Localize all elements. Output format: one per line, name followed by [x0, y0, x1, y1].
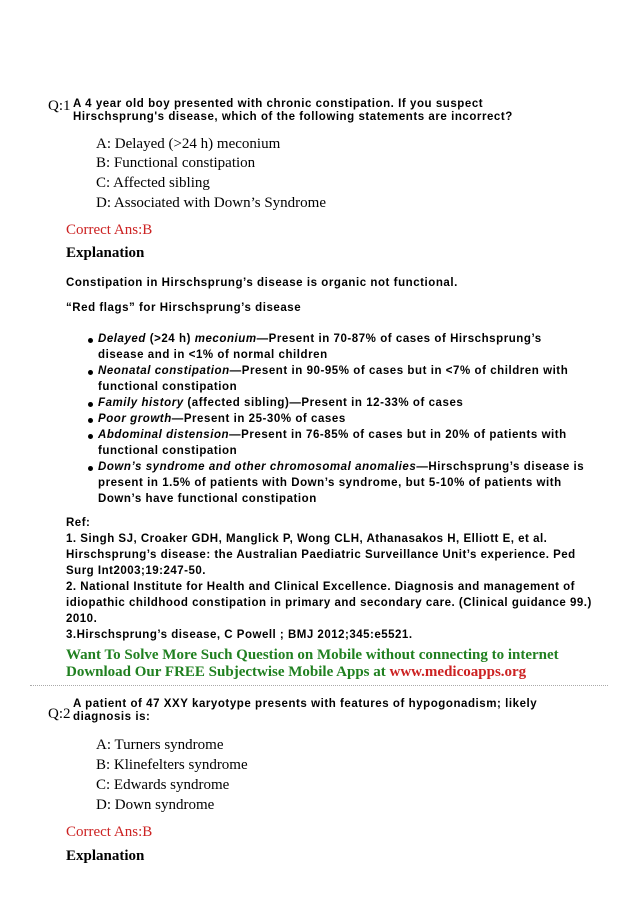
ref-line: 1. Singh SJ, Croaker GDH, Manglick P, Wong CLH, Athanasakos H, Elliott E, et al.: [66, 533, 548, 545]
promo-line2: Download Our FREE Subjectwise Mobile Apps at www.medicoapps.org: [66, 664, 527, 680]
bullet-item-6-cont2: Down’s have functional constipation: [98, 493, 317, 505]
q1-text-line2: Hirschsprung's disease, which of the following statements are incorrect?: [73, 111, 513, 123]
q2-number: Q:2: [48, 706, 71, 722]
question-divider: [30, 685, 608, 686]
q2-text-line1: A patient of 47 XXY karyotype presents with features of hypogonadism; likely: [73, 698, 538, 710]
q1-explanation-heading: Explanation: [66, 245, 145, 261]
bullet-item-6-cont: present in 1.5% of patients with Down’s syndrome, but 5-10% of patients with: [98, 477, 562, 489]
q1-explanation-para1: Constipation in Hirschsprung’s disease is organic not functional.: [66, 277, 458, 289]
bullet-item-1: Delayed (>24 h) meconium—Present in 70-87% of cases of Hirschsprung’s: [98, 333, 542, 345]
ref-line: 2010.: [66, 613, 98, 625]
q1-option-c[interactable]: C: Affected sibling: [96, 175, 210, 191]
bullet-dot: [88, 402, 93, 407]
bullet-dot: [88, 370, 93, 375]
q1-explanation-para2: “Red flags” for Hirschsprung’s disease: [66, 302, 302, 314]
ref-line: 3.Hirschsprung’s disease, C Powell ; BMJ 2012;345:e5521.: [66, 629, 413, 641]
q1-correct-answer: Correct Ans:B: [66, 222, 153, 238]
q1-option-b[interactable]: B: Functional constipation: [96, 155, 256, 171]
bullet-item-6: Down’s syndrome and other chromosomal anomalies—Hirschsprung’s disease is: [98, 461, 585, 473]
q1-number: Q:1: [48, 98, 71, 114]
promo-line1: Want To Solve More Such Question on Mobile without connecting to internet: [66, 647, 559, 663]
q2-option-c[interactable]: C: Edwards syndrome: [96, 777, 230, 793]
bullet-dot: [88, 466, 93, 471]
promo-link[interactable]: www.medicoapps.org: [389, 664, 527, 680]
bullet-item-4: Poor growth—Present in 25-30% of cases: [98, 413, 346, 425]
q1-text-line1: A 4 year old boy presented with chronic constipation. If you suspect: [73, 98, 484, 110]
ref-line: 2. National Institute for Health and Clinical Excellence. Diagnosis and management of: [66, 581, 575, 593]
bullet-dot: [88, 434, 93, 439]
ref-line: Hirschsprung’s disease: the Australian Paediatric Surveillance Unit’s experience. Ped: [66, 549, 576, 561]
q2-option-d[interactable]: D: Down syndrome: [96, 797, 215, 813]
bullet-item-1-cont: disease and in <1% of normal children: [98, 349, 328, 361]
ref-line: idiopathic childhood constipation in primary and secondary care. (Clinical guidance 99.): [66, 597, 592, 609]
q1-option-a[interactable]: A: Delayed (>24 h) meconium: [96, 136, 281, 152]
bullet-dot: [88, 338, 93, 343]
q2-text-line2: diagnosis is:: [73, 711, 151, 723]
bullet-dot: [88, 418, 93, 423]
q2-option-b[interactable]: B: Klinefelters syndrome: [96, 757, 248, 773]
bullet-item-5-cont: functional constipation: [98, 445, 238, 457]
bullet-item-5: Abdominal distension—Present in 76-85% of cases but in 20% of patients with: [98, 429, 567, 441]
bullet-item-2-cont: functional constipation: [98, 381, 238, 393]
ref-line: Surg Int2003;19:247-50.: [66, 565, 206, 577]
bullet-item-3: Family history (affected sibling)—Present in 12-33% of cases: [98, 397, 464, 409]
q2-correct-answer: Correct Ans:B: [66, 824, 153, 840]
q2-option-a[interactable]: A: Turners syndrome: [96, 737, 224, 753]
q2-explanation-heading: Explanation: [66, 848, 145, 864]
q1-option-d[interactable]: D: Associated with Down’s Syndrome: [96, 195, 326, 211]
bullet-item-2: Neonatal constipation—Present in 90-95% of cases but in <7% of children with: [98, 365, 569, 377]
ref-heading: Ref:: [66, 517, 91, 529]
